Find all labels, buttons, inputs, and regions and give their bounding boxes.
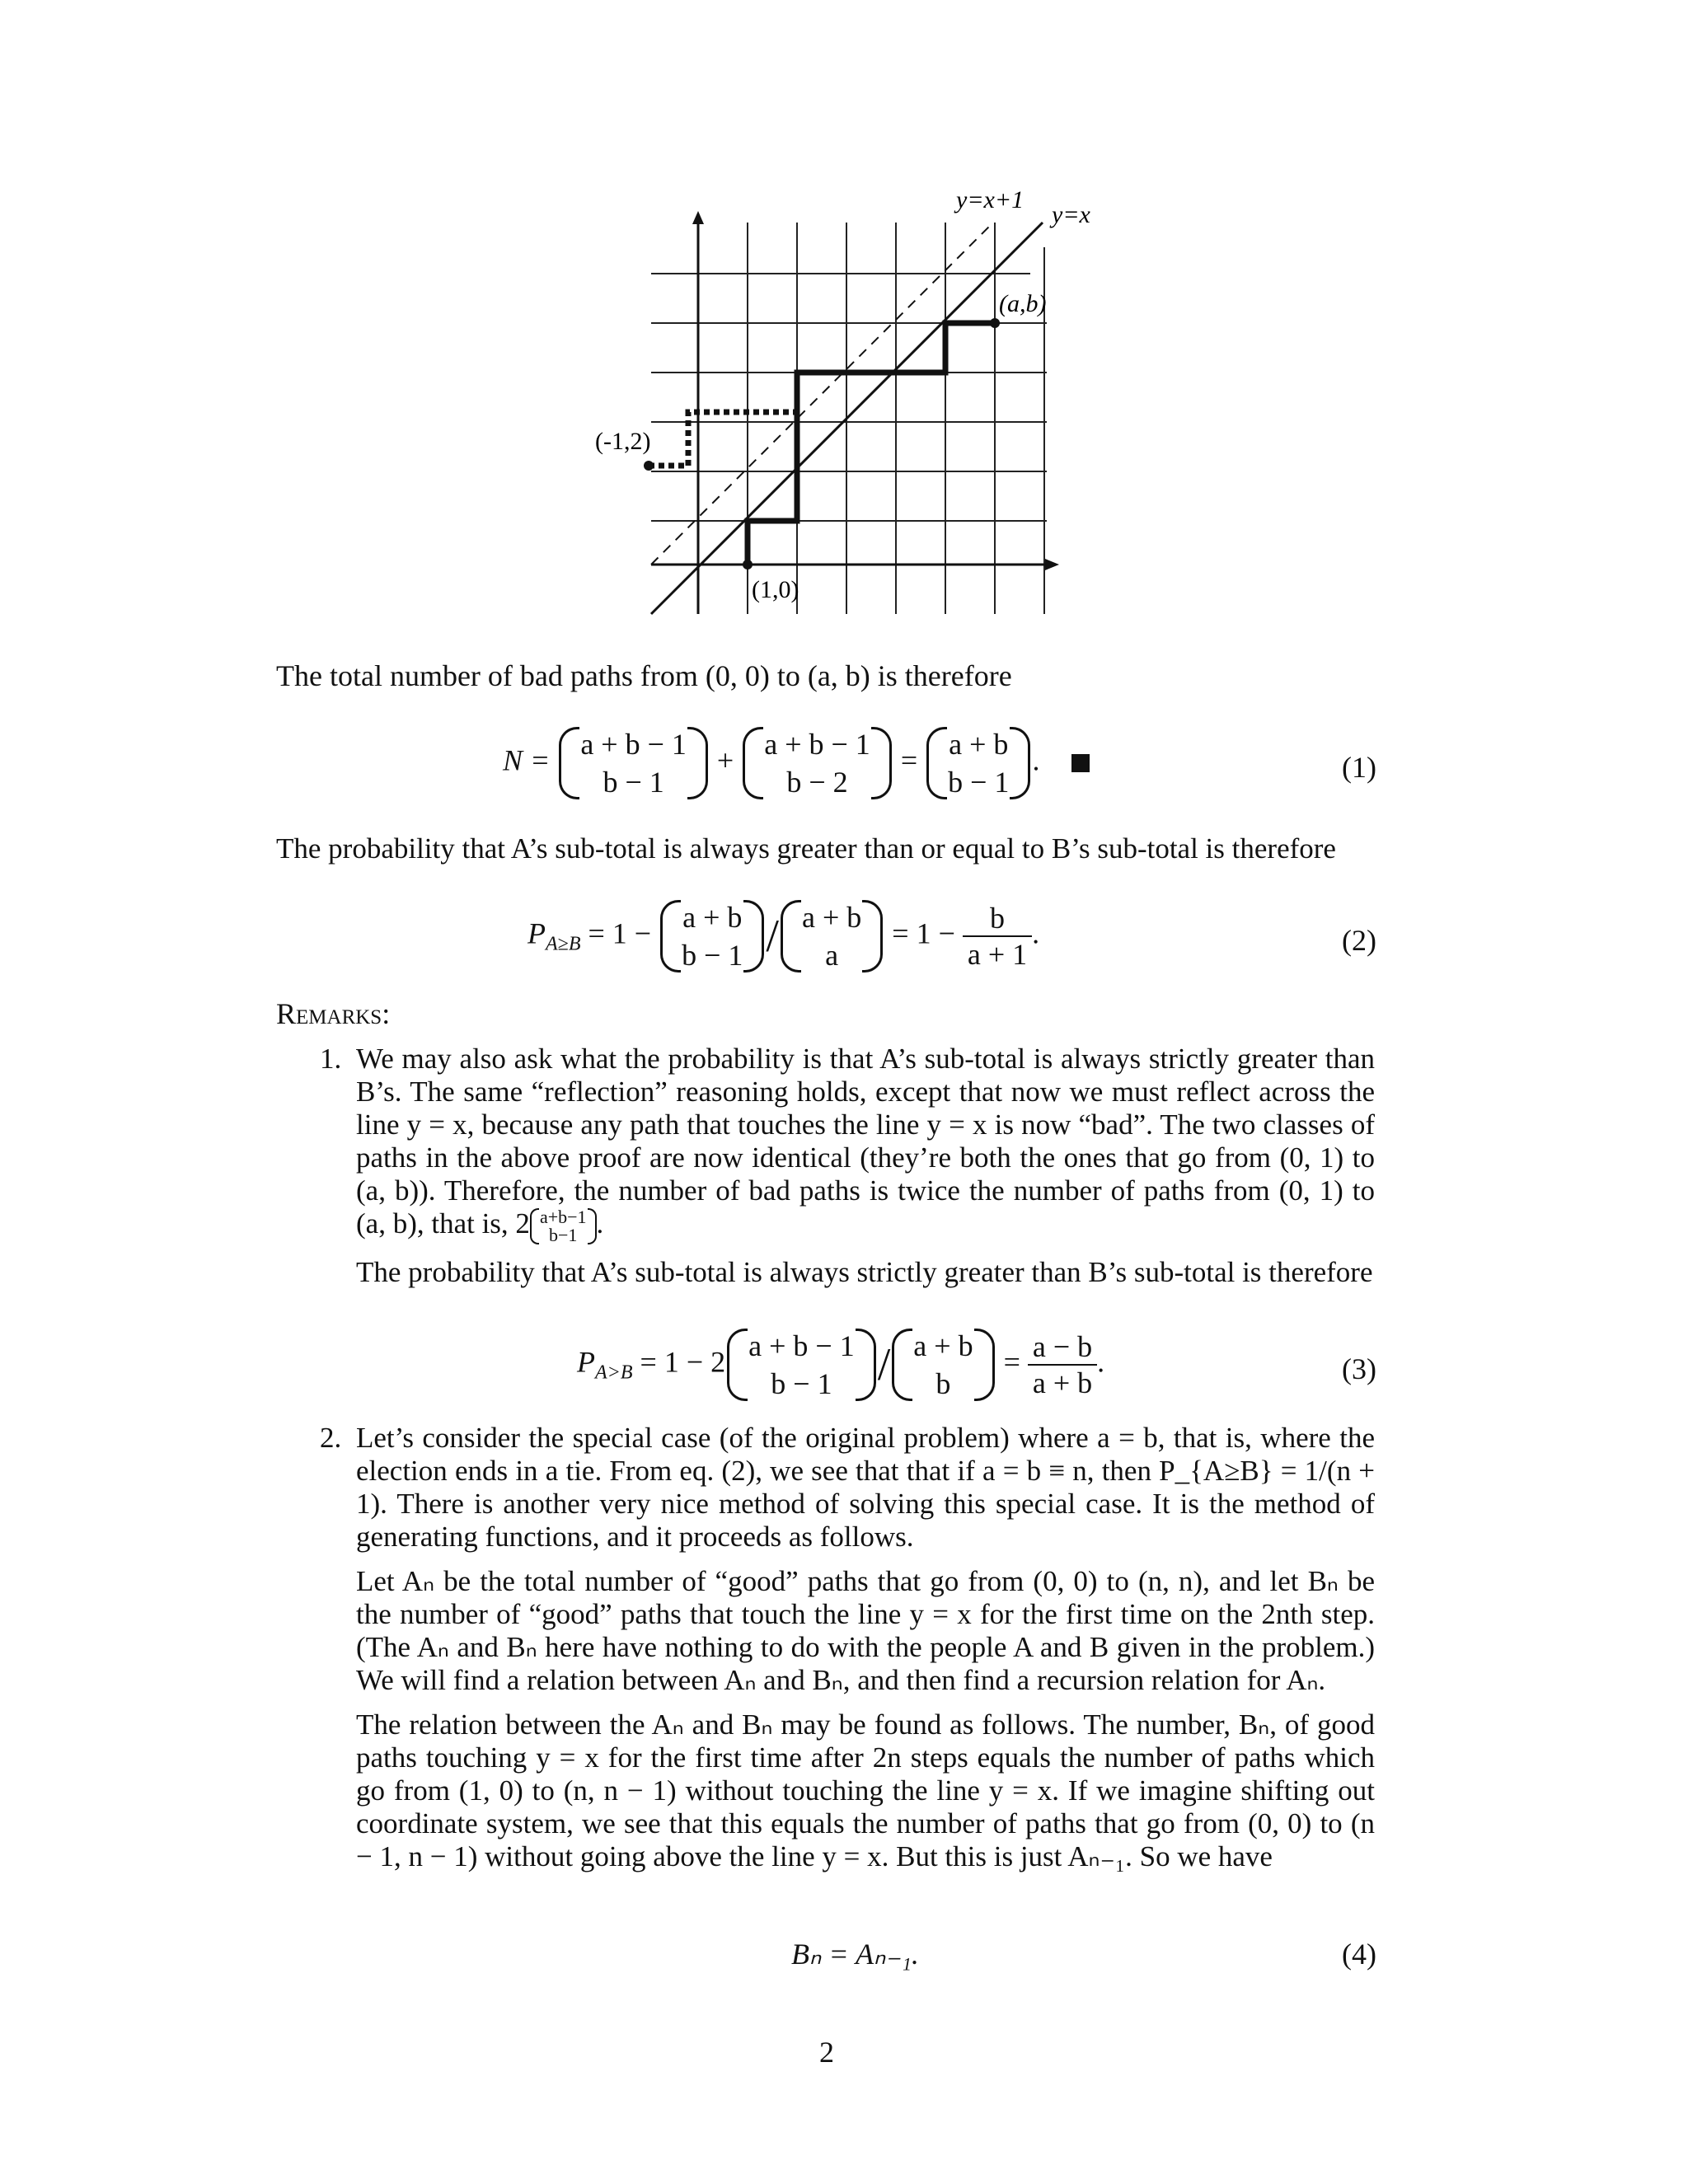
eq1-lhs: N = [503,743,551,777]
label-point-end: (a,b) [999,290,1047,317]
remark-1-para-1: We may also ask what the probability is that A’s sub-total is always strictly greater than B’s. The same “reflection” reasoning holds, except that now we must reflect across the line y = x, because any path that touches the line y = x is now “bad”. The two classes of paths in the above proof are now identical (they’re both the ones that go from (0, 1) to (a, b)). Therefore, the number of bad paths is twice the number of paths from (0, 1) to (a, b), that is, 2 a+b−1 b−1 . [356,1043,1375,1245]
eq3-b1-top: a + b − 1 [748,1329,855,1362]
reflected-path [649,412,797,466]
equation-1 [503,725,1090,801]
remark-1-item [320,1043,1375,1289]
label-point-start: (1,0) [752,576,799,603]
lattice-path-figure [0,0,1688,643]
remark-1 [320,1043,1375,1301]
eq2-b1-bot: b − 1 [682,939,743,972]
eq2-minus: = 1 − [588,916,652,950]
eq1-binom-3 [925,725,1032,801]
eq3-dot: . [1097,1345,1105,1379]
eq1-b1-top: a + b − 1 [580,728,687,761]
eq2-lhs-sub: A≥B [546,933,581,955]
eq3-equals: = [1003,1345,1020,1379]
eq4-number: (4) [1342,1938,1376,1971]
remark-1-inline-top: a+b−1 [539,1206,587,1227]
eq2-frac-den: a + 1 [967,938,1028,971]
eq3-minus: = 1 − 2 [640,1345,726,1379]
eq3-binom-2 [890,1327,996,1403]
eq2-mid: = 1 − [892,916,955,950]
eq3-number: (3) [1342,1352,1376,1385]
remarks-heading: Remarks: [276,997,391,1030]
x-axis-arrow [1045,559,1059,570]
point-end-dot [990,318,1000,328]
point-reflect-dot [644,461,654,471]
eq3-lhs-sub: A>B [595,1361,633,1384]
label-y-eq-x-plus-1: y=x+1 [956,186,1025,213]
eq1-b3-bot: b − 1 [948,766,1010,799]
qed-square-icon [1071,754,1090,772]
remark-1-label: 1. [320,1043,342,1075]
eq2-number: (2) [1342,924,1376,957]
eq3-slash: / [877,1339,891,1390]
label-point-reflect: (-1,2) [595,428,651,455]
eq2-binom-1 [659,898,766,974]
eq1-b1-bot: b − 1 [603,766,664,799]
eq1-b3-top: a + b [949,728,1009,761]
remark-2-item [320,1422,1375,1873]
eq3-b1-bot: b − 1 [771,1367,832,1400]
eq1-plus: + [716,743,734,777]
remark-1-text-a: We may also ask what the probability is that A’s sub-total is always strictly greater than B’s. The same “reflection” reasoning holds, except that now we must reflect across the line y = x, because any path that touches the line y = x is now “bad”. The two classes of paths in the above proof are now identical (they’re both the ones that go from (0, 1) to (a, b)). Therefore, the number of bad paths is twice the number of paths from (0, 1) to (a, b), that is, 2 [356,1043,1375,1240]
page-number: 2 [819,2036,834,2069]
equation-4: Bₙ = Aₙ₋₁. [791,1938,919,1971]
label-y-eq-x: y=x [1052,201,1090,228]
bad-path [748,323,995,565]
point-start-dot [743,560,753,569]
y-axis-arrow [692,211,704,224]
eq3-fraction [1028,1329,1097,1400]
eq1-dot: . [1032,743,1040,777]
eq2-b2-top: a + b [801,901,862,934]
remark-2-para-3: The relation between the Aₙ and Bₙ may be found as follows. The number, Bₙ, of good paths touching y = x for the first time after 2n steps equals the number of paths which go from (1, 0) to (n, n − 1) without touching the line y = x. If we imagine shifting out coordinate system, we see that this equals the number of paths that go from (0, 0) to (n − 1, n − 1) without going above the line y = x. But this is just Aₙ₋₁. So we have [356,1708,1375,1872]
remark-2-para-2: Let Aₙ be the total number of “good” paths that go from (0, 0) to (n, n), and let Bₙ be the number of “good” paths that touch the line y = x for the first time on the 2nth step. (The Aₙ and Bₙ here have nothing to do with the people A and B given in the problem.) We will find a relation between Aₙ and Bₙ, and then find a recursion relation for Aₙ. [356,1565,1375,1696]
equation-2 [528,898,1039,974]
remark-2 [320,1422,1375,1885]
eq3-frac-num: a − b [1028,1329,1097,1366]
eq2-binom-2 [779,898,884,974]
eq1-equals: = [900,743,918,777]
equation-3 [577,1327,1104,1403]
eq3-frac-den: a + b [1032,1366,1093,1399]
eq2-dot: . [1032,916,1040,950]
prob-text: The probability that A’s sub-total is always greater than or equal to B’s sub-total is therefore [276,832,1336,865]
eq2-fraction [963,901,1032,972]
remark-1-para-2: The probability that A’s sub-total is always strictly greater than B’s sub-total is therefore [356,1255,1373,1288]
eq2-b2-bot: a [825,939,839,972]
eq1-b2-bot: b − 2 [786,766,848,799]
eq1-b2-top: a + b − 1 [764,728,870,761]
remark-1-inline-binom [530,1208,597,1244]
intro-text: The total number of bad paths from (0, 0) to (a, b) is therefore [276,659,1012,692]
eq1-binom-1 [557,725,710,801]
eq2-lhs: P [528,916,546,950]
eq1-number: (1) [1342,751,1376,784]
remark-2-label: 2. [320,1422,342,1454]
remark-1-inline-bot: b−1 [549,1224,578,1245]
remark-2-para-1: Let’s consider the special case (of the original problem) where a = b, that is, where the election ends in a tie. From eq. (2), we see that that if a = b ≡ n, then P_{A≥B} = 1/(n + 1). There is another very nice method of solving this special case. It is the method of generating functions, and it proceeds as follows. [356,1422,1375,1553]
eq3-b2-top: a + b [913,1329,973,1362]
eq3-lhs: P [577,1345,595,1379]
eq3-b2-bot: b [935,1367,951,1400]
eq1-binom-2 [741,725,893,801]
eq3-binom-1 [725,1327,878,1403]
eq2-frac-num: b [963,901,1032,937]
eq2-b1-top: a + b [682,901,743,934]
eq2-slash: / [766,911,779,962]
